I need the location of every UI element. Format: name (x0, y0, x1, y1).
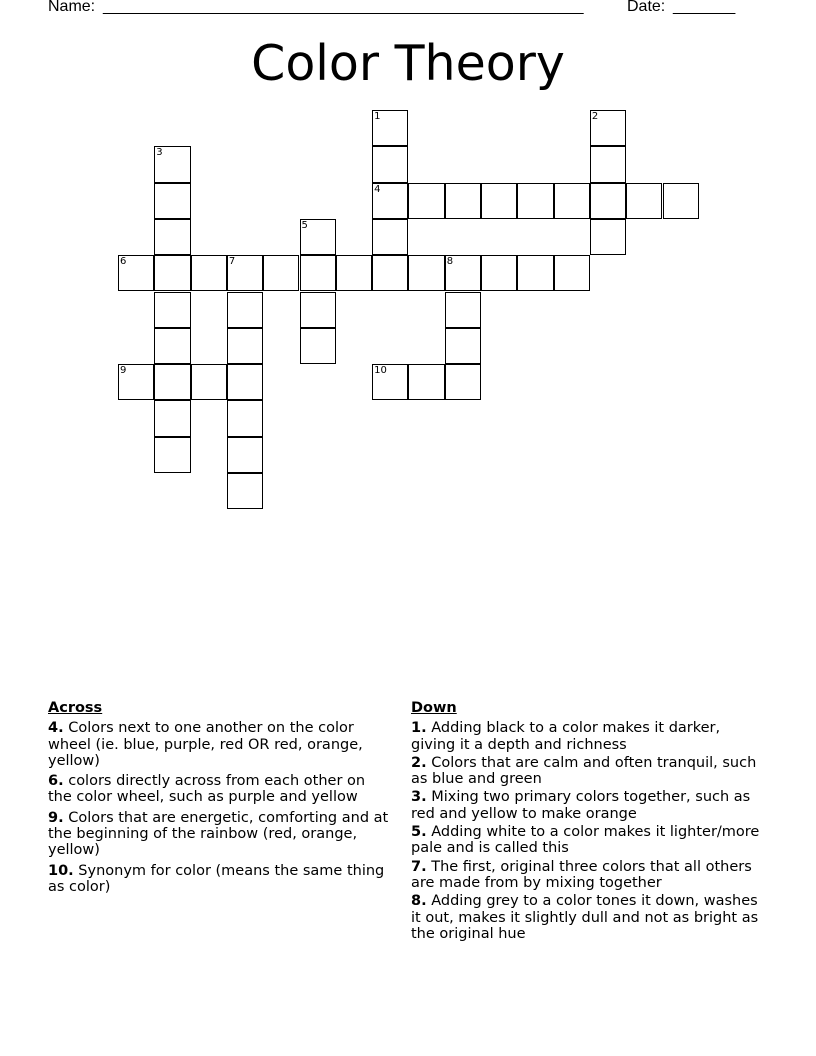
grid-cell[interactable] (372, 219, 408, 255)
clue-text: Colors that are energetic, comforting and at the beginning of the rainbow (red, orange, yellow) (48, 809, 389, 859)
clue-number: 3. (411, 789, 427, 806)
down-clue-2 (411, 755, 766, 788)
clue-number: 4. (48, 720, 64, 737)
clue-number-label: 3 (156, 147, 163, 159)
grid-cell[interactable] (554, 255, 590, 291)
grid-cell[interactable] (517, 183, 553, 219)
clue-text: colors directly across from each other on the color wheel, such as purple and yellow (48, 773, 366, 806)
grid-cell[interactable] (191, 255, 227, 291)
clue-number: 1. (411, 720, 427, 737)
grid-cell-4[interactable] (372, 183, 408, 219)
down-clue-5 (411, 824, 766, 857)
grid-cell[interactable] (300, 328, 336, 364)
grid-cell-5[interactable] (300, 219, 336, 255)
grid-cell[interactable] (408, 183, 444, 219)
grid-cell-7[interactable] (227, 255, 263, 291)
down-clues (411, 700, 766, 944)
grid-cell[interactable] (336, 255, 372, 291)
clue-number: 2. (411, 754, 427, 771)
clue-number: 10. (48, 862, 74, 879)
across-clue-10 (48, 863, 393, 896)
clue-number: 5. (411, 824, 427, 841)
across-heading: Across (48, 700, 103, 716)
grid-cell[interactable] (517, 255, 553, 291)
clue-number-label: 5 (301, 219, 308, 231)
clue-text: Adding white to a color makes it lighter/more pale and is called this (411, 824, 760, 857)
grid-cell[interactable] (191, 364, 227, 400)
name-field-line[interactable]: ______________________________________________________ (103, 0, 584, 15)
date-field-line[interactable]: _______ (673, 0, 736, 15)
grid-cell[interactable] (227, 292, 263, 328)
clue-number-label: 2 (591, 111, 599, 122)
grid-cell[interactable] (554, 183, 590, 219)
down-clue-8 (411, 893, 766, 942)
down-clue-7 (411, 859, 766, 892)
grid-cell[interactable] (154, 364, 190, 400)
grid-cell[interactable] (445, 183, 481, 219)
clue-text: Colors that are calm and often tranquil, such as blue and green (411, 754, 757, 788)
down-heading: Down (411, 700, 457, 716)
grid-cell[interactable] (481, 255, 517, 291)
grid-cell[interactable] (154, 255, 190, 291)
grid-cell[interactable] (227, 437, 263, 473)
grid-cell[interactable] (408, 364, 444, 400)
across-clue-6 (48, 773, 393, 806)
grid-cell[interactable] (227, 400, 263, 436)
clue-number-label: 8 (446, 256, 454, 268)
page-title: Color Theory (251, 35, 565, 92)
grid-cell[interactable] (263, 255, 299, 291)
grid-cell-8[interactable] (445, 255, 481, 291)
grid-cell[interactable] (300, 255, 336, 291)
grid-cell[interactable] (445, 328, 481, 364)
grid-cell[interactable] (227, 328, 263, 364)
grid-cell[interactable] (663, 183, 699, 219)
grid-cell[interactable] (372, 255, 408, 291)
grid-cell[interactable] (481, 183, 517, 219)
clue-number-label: 6 (120, 256, 127, 268)
date-label: Date: (627, 0, 670, 15)
down-clue-3 (411, 789, 766, 822)
clue-text: Synonym for color (means the same thing as color) (48, 862, 385, 895)
clue-number: 9. (48, 809, 64, 826)
clue-number-label: 4 (374, 183, 381, 195)
grid-cell[interactable] (372, 146, 408, 182)
down-clue-1 (411, 720, 766, 753)
grid-cell[interactable] (154, 292, 190, 328)
grid-cell-2[interactable] (590, 110, 626, 146)
grid-cell[interactable] (626, 183, 662, 219)
name-label: Name: (48, 0, 100, 15)
grid-cell[interactable] (590, 146, 626, 182)
grid-cell[interactable] (227, 364, 263, 400)
grid-cell[interactable] (590, 183, 626, 219)
across-clue-9 (48, 810, 393, 859)
clue-number-label: 9 (120, 365, 127, 377)
grid-cell[interactable] (154, 400, 190, 436)
clue-number-label: 10 (374, 365, 387, 377)
clue-text: Adding black to a color makes it darker, giving it a depth and richness (411, 720, 721, 753)
grid-cell[interactable] (445, 364, 481, 400)
grid-cell-10[interactable] (372, 364, 408, 400)
crossword-grid (0, 0, 816, 520)
clue-text: Adding grey to a color tones it down, washes it out, makes it slightly dull and not as bright as the original hue (411, 893, 759, 942)
grid-cell-3[interactable] (154, 146, 190, 182)
clue-number: 6. (48, 773, 64, 790)
clue-number-label: 7 (228, 256, 236, 268)
clue-text: Mixing two primary colors together, such as red and yellow to make orange (411, 789, 751, 822)
across-clue-4 (48, 720, 393, 769)
grid-cell-6[interactable] (118, 255, 154, 291)
grid-cell[interactable] (590, 219, 626, 255)
clue-number: 7. (411, 858, 427, 875)
clue-text: Colors next to one another on the color wheel (ie. blue, purple, red OR red, orange, yellow) (48, 720, 363, 769)
grid-cell[interactable] (445, 292, 481, 328)
grid-cell[interactable] (154, 183, 190, 219)
grid-cell[interactable] (154, 328, 190, 364)
across-clues (48, 700, 393, 899)
grid-cell[interactable] (227, 473, 263, 509)
clue-number-label: 1 (374, 111, 381, 122)
grid-cell[interactable] (154, 219, 190, 255)
grid-cell-9[interactable] (118, 364, 154, 400)
clue-number: 8. (411, 893, 427, 910)
grid-cell[interactable] (154, 437, 190, 473)
grid-cell[interactable] (300, 292, 336, 328)
grid-cell-1[interactable] (372, 110, 408, 146)
grid-cell[interactable] (408, 255, 444, 291)
clue-text: The first, original three colors that all others are made from by mixing together (411, 858, 752, 891)
